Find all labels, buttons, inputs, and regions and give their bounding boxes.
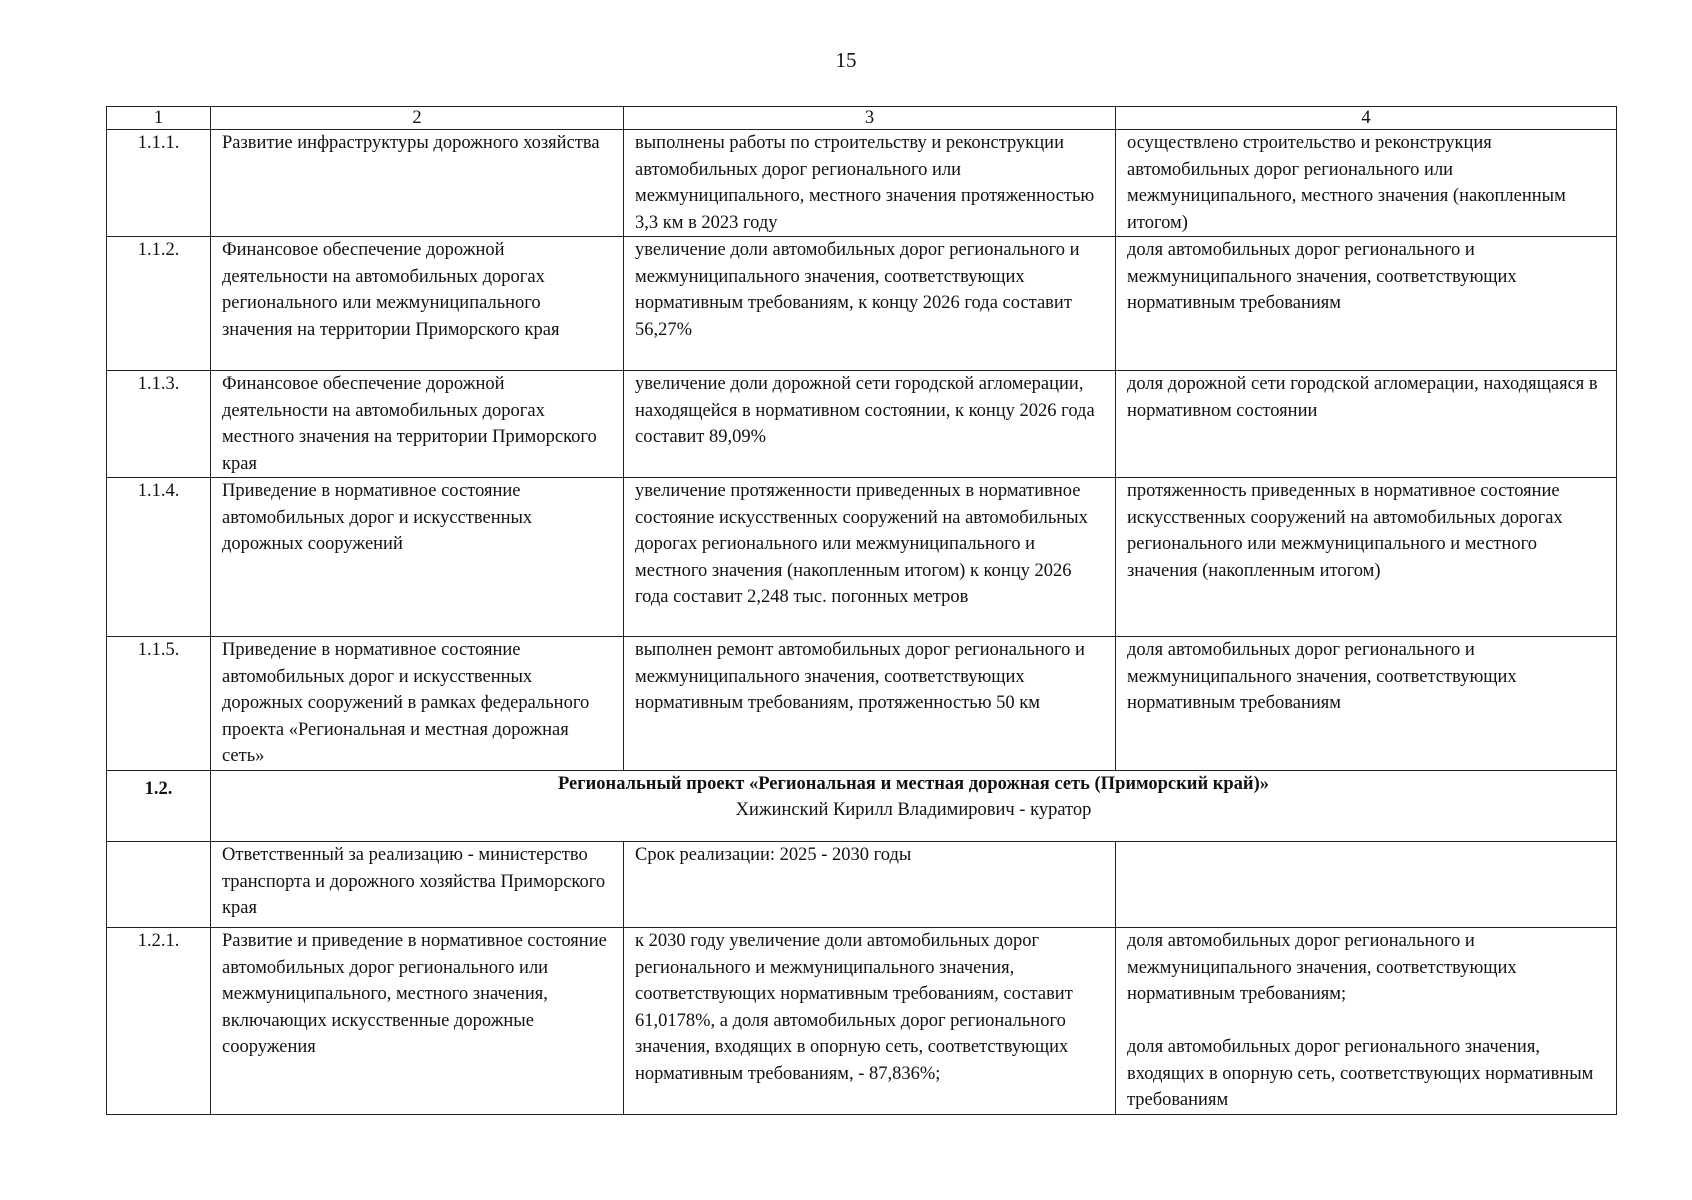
project-curator: Хижинский Кирилл Владимирович - куратор	[735, 800, 1092, 820]
indicator-cell: осуществлено строительство и реконструкция автомобильных дорог регионального или межмуниципального, местного значения (накопленным итогом)	[1116, 130, 1617, 237]
table-row	[107, 371, 1617, 478]
section-header-row	[107, 771, 1617, 842]
task-cell: Развитие и приведение в нормативное состояние автомобильных дорог регионального или межмуниципального, местного значения, включающих искусственные дорожные сооружения	[211, 928, 624, 1115]
term-cell: Срок реализации: 2025 - 2030 годы	[624, 842, 1116, 928]
page-number: 15	[835, 48, 857, 72]
column-header: 2	[211, 107, 624, 130]
effect-cell: увеличение доли дорожной сети городской агломерации, находящейся в нормативном состоянии, к концу 2026 года составит 89,09%	[624, 371, 1116, 478]
table-row	[107, 130, 1617, 237]
task-cell: Развитие инфраструктуры дорожного хозяйства	[211, 130, 624, 237]
section-title-cell	[211, 771, 1617, 842]
task-cell: Финансовое обеспечение дорожной деятельности на автомобильных дорогах регионального или межмуниципального значения на территории Приморского края	[211, 237, 624, 371]
row-number: 1.1.4.	[107, 478, 211, 637]
indicator-cell: протяженность приведенных в нормативное состояние искусственных сооружений на автомобильных дорогах регионального или межмуниципального и местного значения (накопленным итогом)	[1116, 478, 1617, 637]
table-row	[107, 237, 1617, 371]
effect-cell: выполнены работы по строительству и реконструкции автомобильных дорог регионального или межмуниципального, местного значения протяженностью 3,3 км в 2023 году	[624, 130, 1116, 237]
section-number: 1.2.	[107, 771, 211, 842]
project-title: Региональный проект «Региональная и местная дорожная сеть (Приморский край)»	[557, 774, 1269, 794]
effect-cell: к 2030 году увеличение доли автомобильных дорог регионального и межмуниципального значения, соответствующих нормативным требованиям, составит 61,0178%, а доля автомобильных дорог регионального значения, входящих в опорную сеть, соответствующих нормативным требованиям, - 87,836%;	[624, 928, 1116, 1115]
task-cell: Финансовое обеспечение дорожной деятельности на автомобильных дорогах местного значения на территории Приморского края	[211, 371, 624, 478]
indicator-cell: доля автомобильных дорог регионального и межмуниципального значения, соответствующих нормативным требованиям	[1116, 637, 1617, 771]
indicator-cell	[1116, 928, 1617, 1115]
row-number	[107, 842, 211, 928]
task-cell: Приведение в нормативное состояние автомобильных дорог и искусственных дорожных сооружений	[211, 478, 624, 637]
column-header: 1	[107, 107, 211, 130]
activities-table	[106, 106, 1617, 1115]
effect-cell: увеличение доли автомобильных дорог регионального и межмуниципального значения, соответствующих нормативным требованиям, к концу 2026 года составит 56,27%	[624, 237, 1116, 371]
row-number: 1.1.2.	[107, 237, 211, 371]
row-number: 1.2.1.	[107, 928, 211, 1115]
table-row	[107, 637, 1617, 771]
empty-cell	[1116, 842, 1617, 928]
table-row	[107, 928, 1617, 1115]
indicator-text: доля автомобильных дорог регионального и межмуниципального значения, соответствующих нормативным требованиям;	[1127, 931, 1517, 1004]
indicator-text: доля автомобильных дорог регионального значения, входящих в опорную сеть, соответствующих нормативным требованиям	[1127, 1037, 1594, 1110]
table-row	[107, 478, 1617, 637]
indicator-cell: доля дорожной сети городской агломерации, находящаяся в нормативном состоянии	[1116, 371, 1617, 478]
responsible-cell: Ответственный за реализацию - министерство транспорта и дорожного хозяйства Приморского края	[211, 842, 624, 928]
indicator-cell: доля автомобильных дорог регионального и межмуниципального значения, соответствующих нормативным требованиям	[1116, 237, 1617, 371]
table-row	[107, 842, 1617, 928]
row-number: 1.1.3.	[107, 371, 211, 478]
paragraph-spacer	[1127, 1008, 1605, 1035]
effect-cell: увеличение протяженности приведенных в нормативное состояние искусственных сооружений на автомобильных дорогах регионального или межмуниципального и местного значения (накопленным итогом) к концу 2026 года составит 2,248 тыс. погонных метров	[624, 478, 1116, 637]
column-header: 3	[624, 107, 1116, 130]
effect-cell: выполнен ремонт автомобильных дорог регионального и межмуниципального значения, соответствующих нормативным требованиям, протяженностью 50 км	[624, 637, 1116, 771]
table-header-row	[107, 107, 1617, 130]
task-cell: Приведение в нормативное состояние автомобильных дорог и искусственных дорожных сооружений в рамках федерального проекта «Региональная и местная дорожная сеть»	[211, 637, 624, 771]
row-number: 1.1.5.	[107, 637, 211, 771]
row-number: 1.1.1.	[107, 130, 211, 237]
column-header: 4	[1116, 107, 1617, 130]
